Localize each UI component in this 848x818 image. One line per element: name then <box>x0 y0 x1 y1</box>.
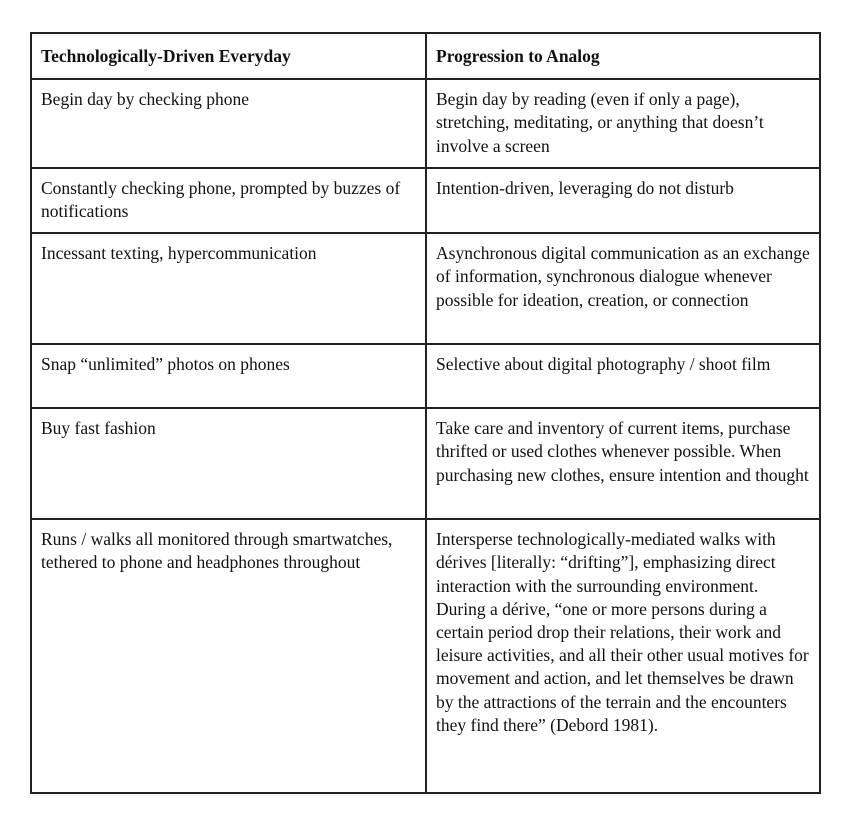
column-header-analog: Progression to Analog <box>426 33 820 79</box>
comparison-table <box>30 32 821 794</box>
table-row <box>31 79 820 168</box>
everyday-cell: Buy fast fashion <box>31 408 426 519</box>
table-row <box>31 233 820 344</box>
analog-cell: Asynchronous digital communication as an exchange of information, synchronous dialogue whenever possible for ideation, creation, or connection <box>426 233 820 344</box>
analog-cell: Take care and inventory of current items, purchase thrifted or used clothes whenever possible. When purchasing new clothes, ensure intention and thought <box>426 408 820 519</box>
everyday-cell: Begin day by checking phone <box>31 79 426 168</box>
analog-cell: Selective about digital photography / shoot film <box>426 344 820 408</box>
everyday-cell: Incessant texting, hypercommunication <box>31 233 426 344</box>
analog-cell: Intention-driven, leveraging do not disturb <box>426 168 820 233</box>
table-row <box>31 519 820 793</box>
everyday-cell: Runs / walks all monitored through smartwatches, tethered to phone and headphones throughout <box>31 519 426 793</box>
everyday-cell: Snap “unlimited” photos on phones <box>31 344 426 408</box>
table-row <box>31 168 820 233</box>
header-row <box>31 33 820 79</box>
column-header-everyday: Technologically-Driven Everyday <box>31 33 426 79</box>
table-row <box>31 344 820 408</box>
analog-cell: Begin day by reading (even if only a page), stretching, meditating, or anything that doesn’t involve a screen <box>426 79 820 168</box>
analog-cell: Intersperse technologically-mediated walks with dérives [literally: “drifting”], emphasizing direct interaction with the surrounding environment. During a dérive, “one or more persons during a certain period drop their relations, their work and leisure activities, and all their other usual motives for movement and action, and let themselves be drawn by the attractions of the terrain and the encounters they find there” (Debord 1981). <box>426 519 820 793</box>
table-row <box>31 408 820 519</box>
everyday-cell: Constantly checking phone, prompted by buzzes of notifications <box>31 168 426 233</box>
